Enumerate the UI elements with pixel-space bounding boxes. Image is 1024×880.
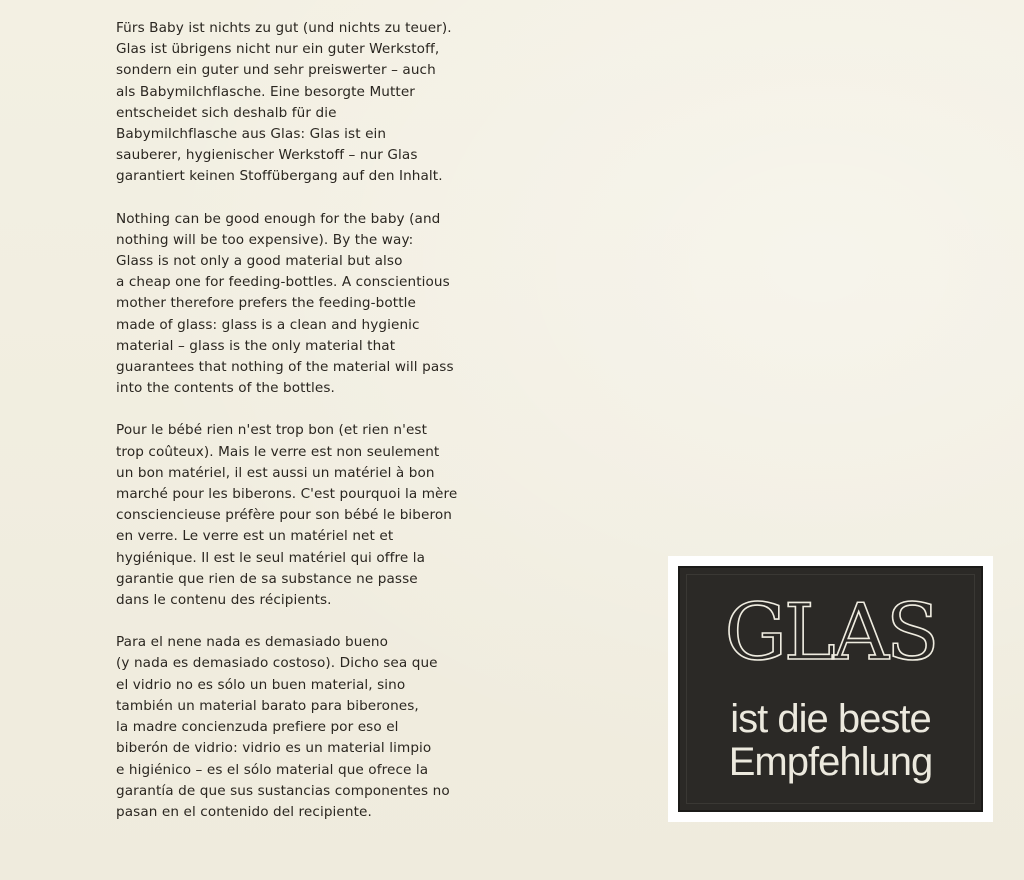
paragraph-french [116, 420, 506, 611]
text-line: hygiénique. Il est le seul matériel qui offre la [116, 549, 426, 566]
text-line: trop coûteux). Mais le verre est non seulement [116, 443, 440, 460]
text-line: Fürs Baby ist nichts zu gut (und nichts zu teuer). [116, 20, 452, 36]
text-line: (y nada es demasiado costoso). Dicho sea que [116, 655, 438, 672]
text-line: garantía de que sus sustancias componentes no [116, 782, 450, 799]
text-line: mother therefore prefers the feeding-bottle [116, 295, 416, 312]
text-line: dans le contenu des récipients. [116, 592, 332, 609]
paragraph-german [116, 18, 506, 188]
text-line: Pour le bébé rien n'est trop bon (et rien n'est [116, 422, 428, 439]
text-line: material – glass is the only material that [116, 337, 396, 354]
text-line: el vidrio no es sólo un buen material, sino [116, 676, 406, 693]
text-line: garantie que rien de sa substance ne passe [116, 570, 418, 587]
text-line: biberón de vidrio: vidrio es un material limpio [116, 740, 432, 757]
text-line: a cheap one for feeding-bottles. A conscientious [116, 274, 450, 291]
text-line: pasan en el contenido del recipiente. [116, 803, 372, 820]
text-line: la madre concienzuda prefiere por eso el [116, 719, 399, 736]
text-line: entscheidet sich deshalb für die [116, 104, 337, 121]
text-line: made of glass: glass is a clean and hygienic [116, 316, 420, 333]
text-line: Babymilchflasche aus Glas: Glas ist ein [116, 126, 387, 143]
text-column [116, 18, 506, 844]
text-line: un bon matériel, il est aussi un matériel à bon [116, 464, 435, 481]
text-line: sauberer, hygienischer Werkstoff – nur Glas [116, 147, 418, 164]
text-line: marché pour les biberons. C'est pourquoi la mère [116, 486, 458, 503]
paragraph-english [116, 209, 506, 400]
text-line: Glas ist übrigens nicht nur ein guter Werkstoff, [116, 41, 440, 58]
text-line: Glass is not only a good material but also [116, 253, 403, 270]
glas-logo-box [668, 556, 993, 822]
paragraph-spanish [116, 632, 506, 823]
text-line: into the contents of the bottles. [116, 380, 335, 397]
text-line: en verre. Le verre est un matériel net et [116, 528, 394, 545]
glas-slogan [680, 698, 981, 784]
text-line: sondern ein guter und sehr preiswerter – auch [116, 62, 436, 79]
text-line: guarantees that nothing of the material will pass [116, 359, 454, 376]
text-line: también un material barato para biberones, [116, 697, 419, 714]
text-line: als Babymilchflasche. Eine besorgte Mutter [116, 83, 416, 100]
glas-logo-word: GLAS [724, 588, 937, 678]
text-line: garantiert keinen Stoffübergang auf den Inhalt. [116, 168, 443, 185]
text-line: Nothing can be good enough for the baby (and [116, 210, 441, 227]
text-line: consciencieuse préfère pour son bébé le biberon [116, 507, 453, 524]
text-line: nothing will be too expensive). By the way: [116, 231, 414, 248]
text-line: Para el nene nada es demasiado bueno [116, 634, 389, 651]
glas-logo-panel [678, 566, 983, 812]
slogan-line-2: Empfehlung [728, 740, 933, 784]
text-line: e higiénico – es el sólo material que ofrece la [116, 761, 429, 778]
slogan-line-1: ist die beste [730, 697, 931, 741]
